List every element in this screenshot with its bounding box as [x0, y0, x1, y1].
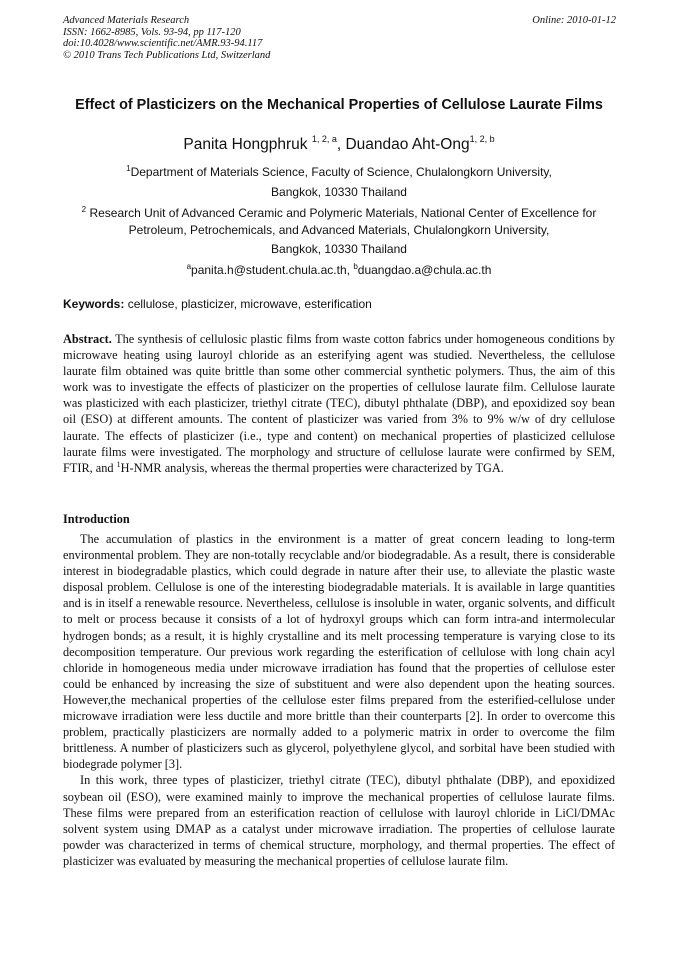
affiliation-text: Department of Materials Science, Faculty of Science, Chulalongkorn University, — [130, 165, 552, 179]
copyright-line: © 2010 Trans Tech Publications Ltd, Switzerland — [63, 49, 271, 61]
online-date-header — [532, 15, 616, 27]
paper-title: Effect of Plasticizers on the Mechanical Properties of Cellulose Laurate Films — [75, 97, 603, 113]
email-marker: a — [186, 262, 192, 271]
introduction-body — [63, 531, 615, 869]
email-address[interactable]: panita.h@student.chula.ac.th — [191, 263, 347, 277]
abstract-label: Abstract. — [63, 332, 112, 346]
doi-line: doi:10.4028/www.scientific.net/AMR.93-94.117 — [63, 38, 263, 49]
keywords-label: Keywords: — [63, 297, 125, 311]
affiliation-2 — [63, 205, 615, 239]
author-name: Duandao Aht-Ong — [345, 136, 470, 153]
affiliation-1 — [63, 164, 615, 181]
journal-name: Advanced Materials Research — [63, 15, 190, 26]
online-date: Online: 2010-01-12 — [532, 15, 616, 26]
introduction-heading: Introduction — [63, 512, 130, 526]
abstract-superscript: 1 — [116, 459, 121, 469]
author-name: Panita Hongphruk — [183, 136, 308, 153]
email-separator: , — [346, 263, 354, 277]
affiliation-marker: 2 — [81, 205, 87, 214]
author-list — [63, 136, 615, 154]
introduction-paragraph: In this work, three types of plasticizer, triethyl citrate (TEC), dibutyl phthalate (DBP), and epoxidized soybean oil (ESO), were examined mainly to improve the mechanical properties of cellulose laurate films. These films were prepared from an esterification reaction of cellulose with lauroyl chloride in LiCl/DMAc solvent system using DMAP as a catalyst under microwave irradiation. The properties of cellulose laurate powder was characterized in terms of chemical structure, morphology, and thermal properties. The effect of plasticizer was evaluated by measuring the mechanical properties of cellulose laurate film. — [63, 773, 615, 868]
affiliation-marker: 1 — [126, 164, 131, 173]
author-separator: , — [336, 136, 346, 153]
abstract-text: The synthesis of cellulosic plastic films from waste cotton fabrics under homogeneous conditions by microwave heating using lauroyl chloride as an esterifying agent was studied. Nevertheless, the cellulose laurate film obtained was quite brittle than some other commercial synthetic polymers. Thus, the aim of this work was to investigate the effects of plasticizer on the properties of cellulose laurate film. Cellulose laurate was plasticized with each plasticizer, triethyl citrate (TEC), dibutyl phthalate (DBP), and epoxidized soy bean oil (ESO) at different amounts. The content of plasticizer was varied from 3% to 9% w/w of dry cellulose laurate. The effects of plasticizer (i.e., type and content) on mechanical properties of plasticized cellulose laurate films were investigated. The morphology and structure of cellulose laurate were confirmed by SEM, FTIR, and — [63, 332, 615, 475]
abstract — [63, 331, 615, 476]
author-emails — [63, 262, 615, 279]
abstract-tail: H-NMR analysis, whereas the thermal properties were characterized by TGA. — [120, 460, 504, 475]
keywords — [63, 297, 615, 312]
author-affiliation-marker: 1, 2, b — [469, 134, 495, 144]
email-address[interactable]: duangdao.a@chula.ac.th — [357, 263, 492, 277]
introduction-paragraph: The accumulation of plastics in the environment is a matter of great concern leading to long-term environmental problem. They are non-totally recyclable and/or biodegradable. As a result, there is considerable interest in biodegradable plastics, which could degrade in nature after their use, to alleviate the plastic waste disposal problem. Cellulose is one of the interesting biodegradable materials. It is available in large quantities and is in itself a renewable resource. Nevertheless, cellulose is insoluble in water, organic solvents, and difficult to melt or process because it consists of a lot of hydroxyl groups which can form intra-and intermolecular hydrogen bonds; as a result, it is highly crystalline and its melt processing temperature is varying close to its decomposition temperature. Our previous work regarding the esterification of cellulose with long chain acyl chloride in homogeneous media under microwave irradiation has found that the properties of cellulose ester could be enhanced by increasing the size of substituent and were also dependent upon the heating sources. However,the mechanical properties of the cellulose ester films prepared from the esterified-cellulose under microwave irradiation were less ductile and more brittle than their counterparts [2]. In order to overcome this problem, practically plasticizers are normally added to a polymeric matrix in order to overcome the film brittleness. A number of plasticizers such as glycerol, polyethylene glycol, and sorbital have been studied with biodegrade polymer [3]. — [63, 532, 615, 772]
affiliation-1-city: Bangkok, 10330 Thailand — [271, 185, 407, 199]
author-affiliation-marker: 1, 2, a — [311, 134, 337, 144]
affiliation-text: Research Unit of Advanced Ceramic and Polymeric Materials, National Center of Excellence for Petroleum, Petrochemicals, and Advanced Materials, Chulalongkorn University, — [89, 206, 597, 237]
issn-line: ISSN: 1662-8985, Vols. 93-94, pp 117-120 — [63, 26, 241, 38]
journal-header — [63, 15, 423, 61]
keywords-text: cellulose, plasticizer, microwave, esterification — [127, 297, 372, 311]
email-marker: b — [353, 262, 358, 271]
affiliation-2-city: Bangkok, 10330 Thailand — [271, 242, 407, 256]
